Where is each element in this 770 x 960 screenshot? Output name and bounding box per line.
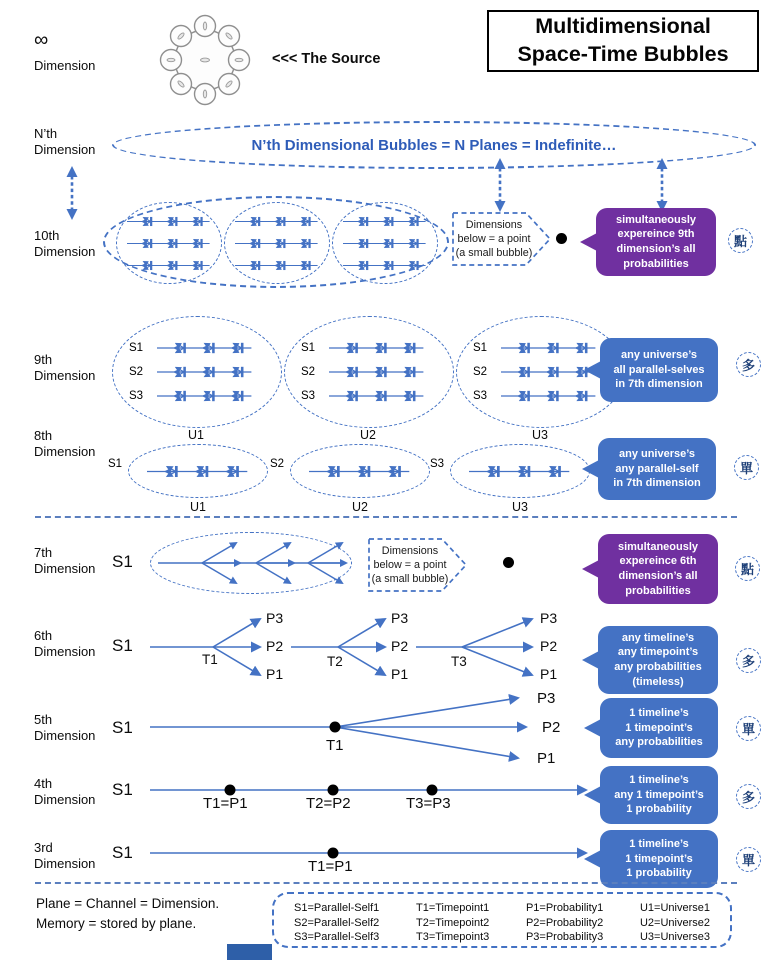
point-dot xyxy=(503,557,514,568)
self-label: S1 xyxy=(129,342,144,354)
probability-label: P3 xyxy=(537,690,556,707)
nth-ellipse-text: N’th Dimensional Bubbles = N Planes = Indefinite… xyxy=(251,136,617,154)
universe-label: U1 xyxy=(188,428,204,442)
parallel-branch-row xyxy=(127,258,211,273)
d6-branch-timeline xyxy=(148,605,593,695)
self-label-large: S1 xyxy=(112,780,133,799)
self-label: S1 xyxy=(473,342,488,354)
parallel-branch-row xyxy=(461,463,579,480)
single-ideograph-icon: 單 xyxy=(736,716,761,741)
d7-branch-timeline xyxy=(152,532,352,594)
d10-callout: simultaneously expereince 9th dimension’s all probabilities xyxy=(596,208,716,276)
self-label-large: S1 xyxy=(112,552,133,571)
legend-col-selves: S1=Parallel-Self1 S2=Parallel-Self2 S3=Parallel-Self3 xyxy=(294,902,380,943)
parallel-branch-row xyxy=(235,214,319,229)
parallel-branch-row xyxy=(491,388,607,404)
self-label: S3 xyxy=(129,390,144,402)
parallel-branch-row xyxy=(319,364,435,380)
d9-universe-ellipse-1 xyxy=(112,316,282,428)
probability-label: P2 xyxy=(540,638,558,654)
parallel-branch-row xyxy=(343,214,427,229)
timepoint-label: T1 xyxy=(202,652,218,667)
timepoint-probability-label: T1=P1 xyxy=(203,795,248,812)
self-label: S3 xyxy=(473,390,488,402)
parallel-branch-row xyxy=(139,463,257,480)
parallel-branch-row xyxy=(147,388,263,404)
many-ideograph-icon: 多 xyxy=(736,648,761,673)
self-label-large: S1 xyxy=(112,636,133,655)
probability-label: P3 xyxy=(266,610,284,626)
dimension-label-4th: 4th Dimension xyxy=(34,776,96,808)
parallel-branch-row xyxy=(235,236,319,251)
self-label: S3 xyxy=(430,458,445,470)
parallel-branch-row xyxy=(301,463,419,480)
d10-bubble-1 xyxy=(116,202,222,284)
infinity-dimension-label: Dimension xyxy=(34,58,96,73)
point-ideograph-icon: 點 xyxy=(728,228,753,253)
probability-label: P3 xyxy=(391,610,409,626)
footer-note: Plane = Channel = Dimension. Memory = stored by plane. xyxy=(36,896,220,931)
parallel-branch-row xyxy=(491,340,607,356)
title-line-1: Multidimensional xyxy=(535,14,711,39)
probability-label: P2 xyxy=(266,638,284,654)
d10-bubble-3 xyxy=(332,202,438,284)
legend-col-universes: U1=Universe1 U2=Universe2 U3=Universe3 xyxy=(639,902,710,943)
parallel-branch-row xyxy=(343,236,427,251)
legend-col-timepoints: T1=Timepoint1 T2=Timepoint2 T3=Timepoint3 xyxy=(415,902,490,943)
parallel-branch-row xyxy=(147,364,263,380)
self-label-large: S1 xyxy=(112,718,133,737)
dashed-double-arrow xyxy=(64,166,80,220)
point-ideograph-icon: 點 xyxy=(735,556,760,581)
dimension-label-9th: 9th Dimension xyxy=(34,352,96,384)
probability-label: P2 xyxy=(391,638,409,654)
d9-callout: any universe’s all parallel-selves in 7th dimension xyxy=(600,338,718,402)
source-graphic xyxy=(155,10,255,110)
d3-timeline xyxy=(148,843,596,863)
title-line-2: Space-Time Bubbles xyxy=(517,42,729,66)
dimension-label-8th: 8th Dimension xyxy=(34,428,96,460)
parallel-branch-row xyxy=(235,258,319,273)
probability-label: P2 xyxy=(542,719,561,736)
probability-label: P3 xyxy=(540,610,558,626)
dimensions-point-box-text: Dimensions below = a point (a small bubble) xyxy=(371,544,449,586)
timepoint-label: T3 xyxy=(451,654,467,669)
timepoint-probability-label: T1=P1 xyxy=(308,858,353,875)
infinity-symbol: ∞ xyxy=(34,29,49,51)
timepoint-label: T2 xyxy=(327,654,343,669)
universe-label: U2 xyxy=(352,500,368,514)
dimension-label-6th: 6th Dimension xyxy=(34,628,96,660)
universe-label: U3 xyxy=(532,428,548,442)
nth-dimension-label: N’th Dimension xyxy=(34,126,96,158)
parallel-branch-row xyxy=(343,258,427,273)
self-label: S2 xyxy=(473,366,488,378)
universe-label: U2 xyxy=(360,428,376,442)
parallel-branch-row xyxy=(127,236,211,251)
many-ideograph-icon: 多 xyxy=(736,352,761,377)
parallel-branch-row xyxy=(147,340,263,356)
timepoint-probability-label: T2=P2 xyxy=(306,795,351,812)
section-separator xyxy=(35,882,737,884)
d8-ellipse-2 xyxy=(290,444,430,498)
legend-col-probabilities: P1=Probability1 P2=Probability2 P3=Probability3 xyxy=(525,902,604,943)
self-label: S1 xyxy=(301,342,316,354)
d8-callout: any universe’s any parallel-self in 7th dimension xyxy=(598,438,716,500)
timepoint-probability-label: T3=P3 xyxy=(406,795,451,812)
probability-label: P1 xyxy=(537,750,556,767)
d5-callout: 1 timeline’s 1 timepoint’s any probabilities xyxy=(600,698,718,758)
d5-branch-timeline xyxy=(148,690,593,768)
dimension-label-3rd: 3rd Dimension xyxy=(34,840,96,872)
probability-label: P1 xyxy=(391,666,409,682)
d8-ellipse-3 xyxy=(450,444,590,498)
universe-label: U3 xyxy=(512,500,528,514)
legend-box xyxy=(272,892,732,948)
d7-callout: simultaneously expereince 6th dimension’s all probabilities xyxy=(598,534,718,604)
dashed-double-arrow xyxy=(654,158,670,212)
source-caption: <<< The Source xyxy=(272,51,381,67)
d10-bubble-2 xyxy=(224,202,330,284)
self-label: S2 xyxy=(301,366,316,378)
self-label-large: S1 xyxy=(112,843,133,862)
timepoint-label: T1 xyxy=(326,737,344,754)
dimension-label-10th: 10th Dimension xyxy=(34,228,96,260)
dimension-label-7th: 7th Dimension xyxy=(34,545,96,577)
ui-fragment xyxy=(227,944,272,960)
self-label: S2 xyxy=(270,458,285,470)
dimension-label-5th: 5th Dimension xyxy=(34,712,96,744)
self-label: S2 xyxy=(129,366,144,378)
parallel-branch-row xyxy=(127,214,211,229)
page-title xyxy=(487,10,759,72)
d6-callout: any timeline’s any timepoint’s any probabilities (timeless) xyxy=(598,626,718,694)
single-ideograph-icon: 單 xyxy=(736,847,761,872)
point-dot xyxy=(556,233,567,244)
single-ideograph-icon: 單 xyxy=(734,455,759,480)
d9-universe-ellipse-2 xyxy=(284,316,454,428)
d4-callout: 1 timeline’s any 1 timepoint’s 1 probability xyxy=(600,766,718,824)
section-separator xyxy=(35,516,737,518)
d8-ellipse-1 xyxy=(128,444,268,498)
dimensions-point-box-text: Dimensions below = a point (a small bubble) xyxy=(455,218,533,260)
dashed-double-arrow xyxy=(492,158,508,212)
universe-label: U1 xyxy=(190,500,206,514)
parallel-branch-row xyxy=(319,388,435,404)
many-ideograph-icon: 多 xyxy=(736,784,761,809)
d3-callout: 1 timeline’s 1 timepoint’s 1 probability xyxy=(600,830,718,888)
parallel-branch-row xyxy=(319,340,435,356)
self-label: S1 xyxy=(108,458,123,470)
self-label: S3 xyxy=(301,390,316,402)
probability-label: P1 xyxy=(266,666,284,682)
probability-label: P1 xyxy=(540,666,558,682)
